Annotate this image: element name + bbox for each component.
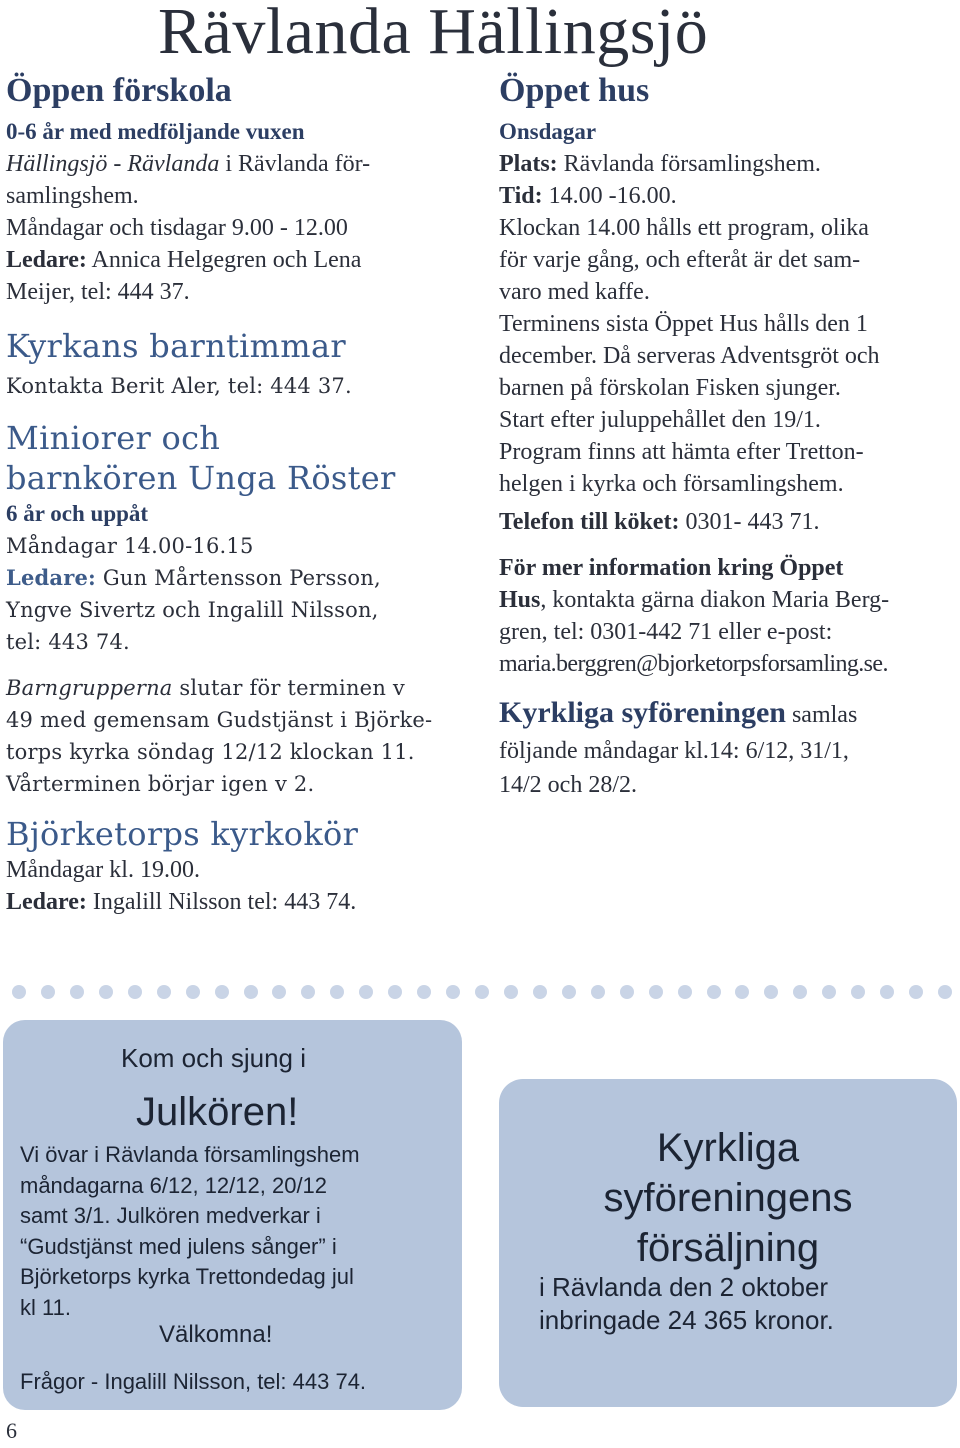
oppet-hus-heading: Öppet hus — [499, 72, 650, 109]
dot — [417, 985, 431, 999]
oppet-hus-time — [499, 180, 959, 212]
julkoren-line-1: Vi övar i Rävlanda församlingshem — [20, 1142, 360, 1167]
forsaljning-text — [539, 1271, 834, 1337]
dot — [244, 985, 258, 999]
forsaljning-title-2: syföreningens — [603, 1176, 853, 1220]
dot — [215, 985, 229, 999]
oppet-hus-email[interactable]: maria.berggren@bjorketorpsforsamling.se. — [499, 651, 888, 677]
oppet-hus-p1-3: varo med kaffe. — [499, 279, 650, 305]
oppen-forskola-time: Måndagar och tisdagar 9.00 - 12.00 — [6, 215, 348, 241]
syforeningen-heading: Kyrkliga syföreningen — [499, 696, 786, 729]
barntimmar-contact: Kontakta Berit Aler, tel: 444 37. — [6, 374, 352, 398]
dot — [533, 985, 547, 999]
kyrkokor-leader — [6, 886, 468, 918]
oppet-hus-info-1 — [499, 584, 959, 616]
oppet-hus-p4-1: Program finns att hämta efter Tretton- — [499, 439, 864, 465]
dot — [678, 985, 692, 999]
leader-label: Ledare: — [6, 889, 87, 915]
barngrupperna-italic: Barngrupperna — [6, 676, 173, 700]
dot — [707, 985, 721, 999]
oppet-hus-p1-1: Klockan 14.00 hålls ett program, olika — [499, 215, 869, 241]
forsaljning-title-3: försäljning — [636, 1226, 820, 1270]
julkoren-title: Julkören! — [136, 1090, 299, 1134]
place-label: Plats: — [499, 151, 558, 177]
miniorer-age: 6 år och uppåt — [6, 501, 149, 526]
dot — [446, 985, 460, 999]
barngrupperna-line-4: Vårterminen börjar igen v 2. — [6, 772, 315, 796]
time-label: Tid: — [499, 183, 543, 209]
oppet-hus-info-heading: För mer information kring Öppet — [499, 555, 844, 581]
oppet-hus-p2-3: barnen på förskolan Fisken sjunger. — [499, 375, 841, 401]
oppet-hus-p3: Start efter juluppehållet den 19/1. — [499, 407, 821, 433]
oppet-hus-place — [499, 148, 959, 180]
oppet-hus-day: Onsdagar — [499, 119, 597, 144]
kyrkokor-time: Måndagar kl. 19.00. — [6, 857, 200, 883]
oppet-hus-p2-1: Terminens sista Öppet Hus hålls den 1 — [499, 311, 868, 337]
julkoren-line-6: kl 11. — [20, 1294, 71, 1320]
place-italic: Hällingsjö - Rävlanda — [6, 151, 220, 177]
dot — [822, 985, 836, 999]
dot — [880, 985, 894, 999]
barngrupperna-text: slutar för terminen v — [172, 676, 405, 700]
barngrupperna-line-1 — [6, 672, 468, 704]
julkoren-welcome: Välkomna! — [159, 1321, 273, 1348]
miniorer-section — [6, 418, 468, 658]
dot — [764, 985, 778, 999]
forsaljning-line-2: inbringade 24 365 kronor. — [539, 1305, 834, 1335]
forsaljning-title — [499, 1123, 957, 1273]
dot — [186, 985, 200, 999]
oppen-forskola-leader-cont: Meijer, tel: 444 37. — [6, 279, 190, 305]
info-bold: Hus — [499, 587, 541, 613]
leader-label: Ledare: — [6, 565, 96, 590]
dot — [41, 985, 55, 999]
oppet-hus-p1-2: för varje gång, och efteråt är det sam- — [499, 247, 861, 273]
left-column — [6, 70, 468, 918]
dot — [128, 985, 142, 999]
julkoren-intro: Kom och sjung i — [121, 1043, 306, 1073]
dot — [272, 985, 286, 999]
dot — [851, 985, 865, 999]
dot — [330, 985, 344, 999]
syforeningen-line-2: följande måndagar kl.14: 6/12, 31/1, — [499, 738, 849, 764]
oppen-forskola-section — [6, 70, 468, 308]
dot — [793, 985, 807, 999]
dot — [359, 985, 373, 999]
oppet-hus-info-2: gren, tel: 0301-442 71 eller e-post: — [499, 619, 833, 645]
dot — [649, 985, 663, 999]
miniorer-leader-cont: Yngve Sivertz och Ingalill Nilsson, — [6, 598, 379, 622]
oppet-hus-p2-2: december. Då serveras Adventsgröt och — [499, 343, 880, 369]
dot — [562, 985, 576, 999]
leader-names: Ingalill Nilsson tel: 443 74. — [86, 889, 357, 915]
leader-names: Annica Helgegren och Lena — [86, 247, 362, 273]
dot — [475, 985, 489, 999]
page-title: Rävlanda Hällingsjö — [158, 0, 709, 68]
julkoren-line-2: måndagarna 6/12, 12/12, 20/12 — [20, 1172, 328, 1198]
kyrkokor-section — [6, 814, 468, 918]
miniorer-time: Måndagar 14.00-16.15 — [6, 534, 254, 558]
barngrupperna-section — [6, 672, 468, 800]
oppet-hus-section — [499, 70, 959, 680]
oppen-forskola-subheading: 0-6 år med medföljande vuxen — [6, 119, 305, 144]
miniorer-tel: tel: 443 74. — [6, 630, 130, 654]
dot — [938, 985, 952, 999]
phone-label: Telefon till köket: — [499, 509, 680, 535]
barntimmar-heading: Kyrkans barntimmar — [6, 327, 346, 365]
forsaljning-line-1: i Rävlanda den 2 oktober — [539, 1272, 829, 1302]
dot — [388, 985, 402, 999]
kyrkokor-heading: Björketorps kyrkokör — [6, 815, 359, 853]
barntimmar-section — [6, 326, 468, 402]
forsaljning-box — [499, 1079, 957, 1407]
info-text: , kontakta gärna diakon Maria Berg- — [540, 587, 890, 613]
dot — [70, 985, 84, 999]
leader-label: Ledare: — [6, 247, 87, 273]
julkoren-questions: Frågor - Ingalill Nilsson, tel: 443 74. — [20, 1369, 367, 1394]
julkoren-box — [3, 1020, 462, 1410]
miniorer-heading-1: Miniorer och — [6, 419, 221, 457]
forsaljning-title-1: Kyrkliga — [656, 1126, 800, 1170]
oppen-forskola-place-cont: samlingshem. — [6, 183, 139, 209]
oppen-forskola-heading: Öppen förskola — [6, 72, 232, 109]
page-number: 6 — [6, 1418, 17, 1443]
time-value: 14.00 -16.00. — [542, 183, 677, 209]
barngrupperna-line-2: 49 med gemensam Gudstjänst i Björke- — [6, 708, 433, 732]
julkoren-line-3: samt 3/1. Julkören medverkar i — [20, 1203, 321, 1228]
dot — [12, 985, 26, 999]
syforeningen-line-3: 14/2 och 28/2. — [499, 772, 637, 798]
syforeningen-rest: samlas — [785, 702, 858, 728]
barngrupperna-line-3: torps kyrka söndag 12/12 klockan 11. — [6, 740, 415, 764]
oppen-forskola-leader — [6, 244, 468, 276]
right-column — [499, 70, 959, 802]
dot — [301, 985, 315, 999]
leader-names: Gun Mårtensson Persson, — [96, 566, 381, 590]
miniorer-heading-2: barnkören Unga Röster — [6, 459, 396, 497]
place-value: Rävlanda församlingshem. — [557, 151, 821, 177]
syforeningen-line-1 — [499, 694, 959, 734]
dot — [157, 985, 171, 999]
julkoren-line-5: Björketorps kyrka Trettondedag jul — [20, 1264, 354, 1289]
dot — [909, 985, 923, 999]
syforeningen-section — [499, 694, 959, 802]
dot — [504, 985, 518, 999]
decorative-dot-row — [12, 985, 952, 1005]
phone-value: 0301- 443 71. — [679, 509, 820, 535]
julkoren-line-4: “Gudstjänst med julens sånger” i — [20, 1233, 337, 1259]
oppet-hus-p4-2: helgen i kyrka och församlingshem. — [499, 471, 844, 497]
dot — [591, 985, 605, 999]
dot — [735, 985, 749, 999]
place-rest: i Rävlanda för- — [219, 151, 371, 177]
oppen-forskola-place — [6, 148, 468, 180]
miniorer-leader — [6, 562, 468, 594]
dot — [99, 985, 113, 999]
oppet-hus-phone — [499, 506, 959, 538]
dot — [620, 985, 634, 999]
julkoren-text — [20, 1140, 460, 1323]
